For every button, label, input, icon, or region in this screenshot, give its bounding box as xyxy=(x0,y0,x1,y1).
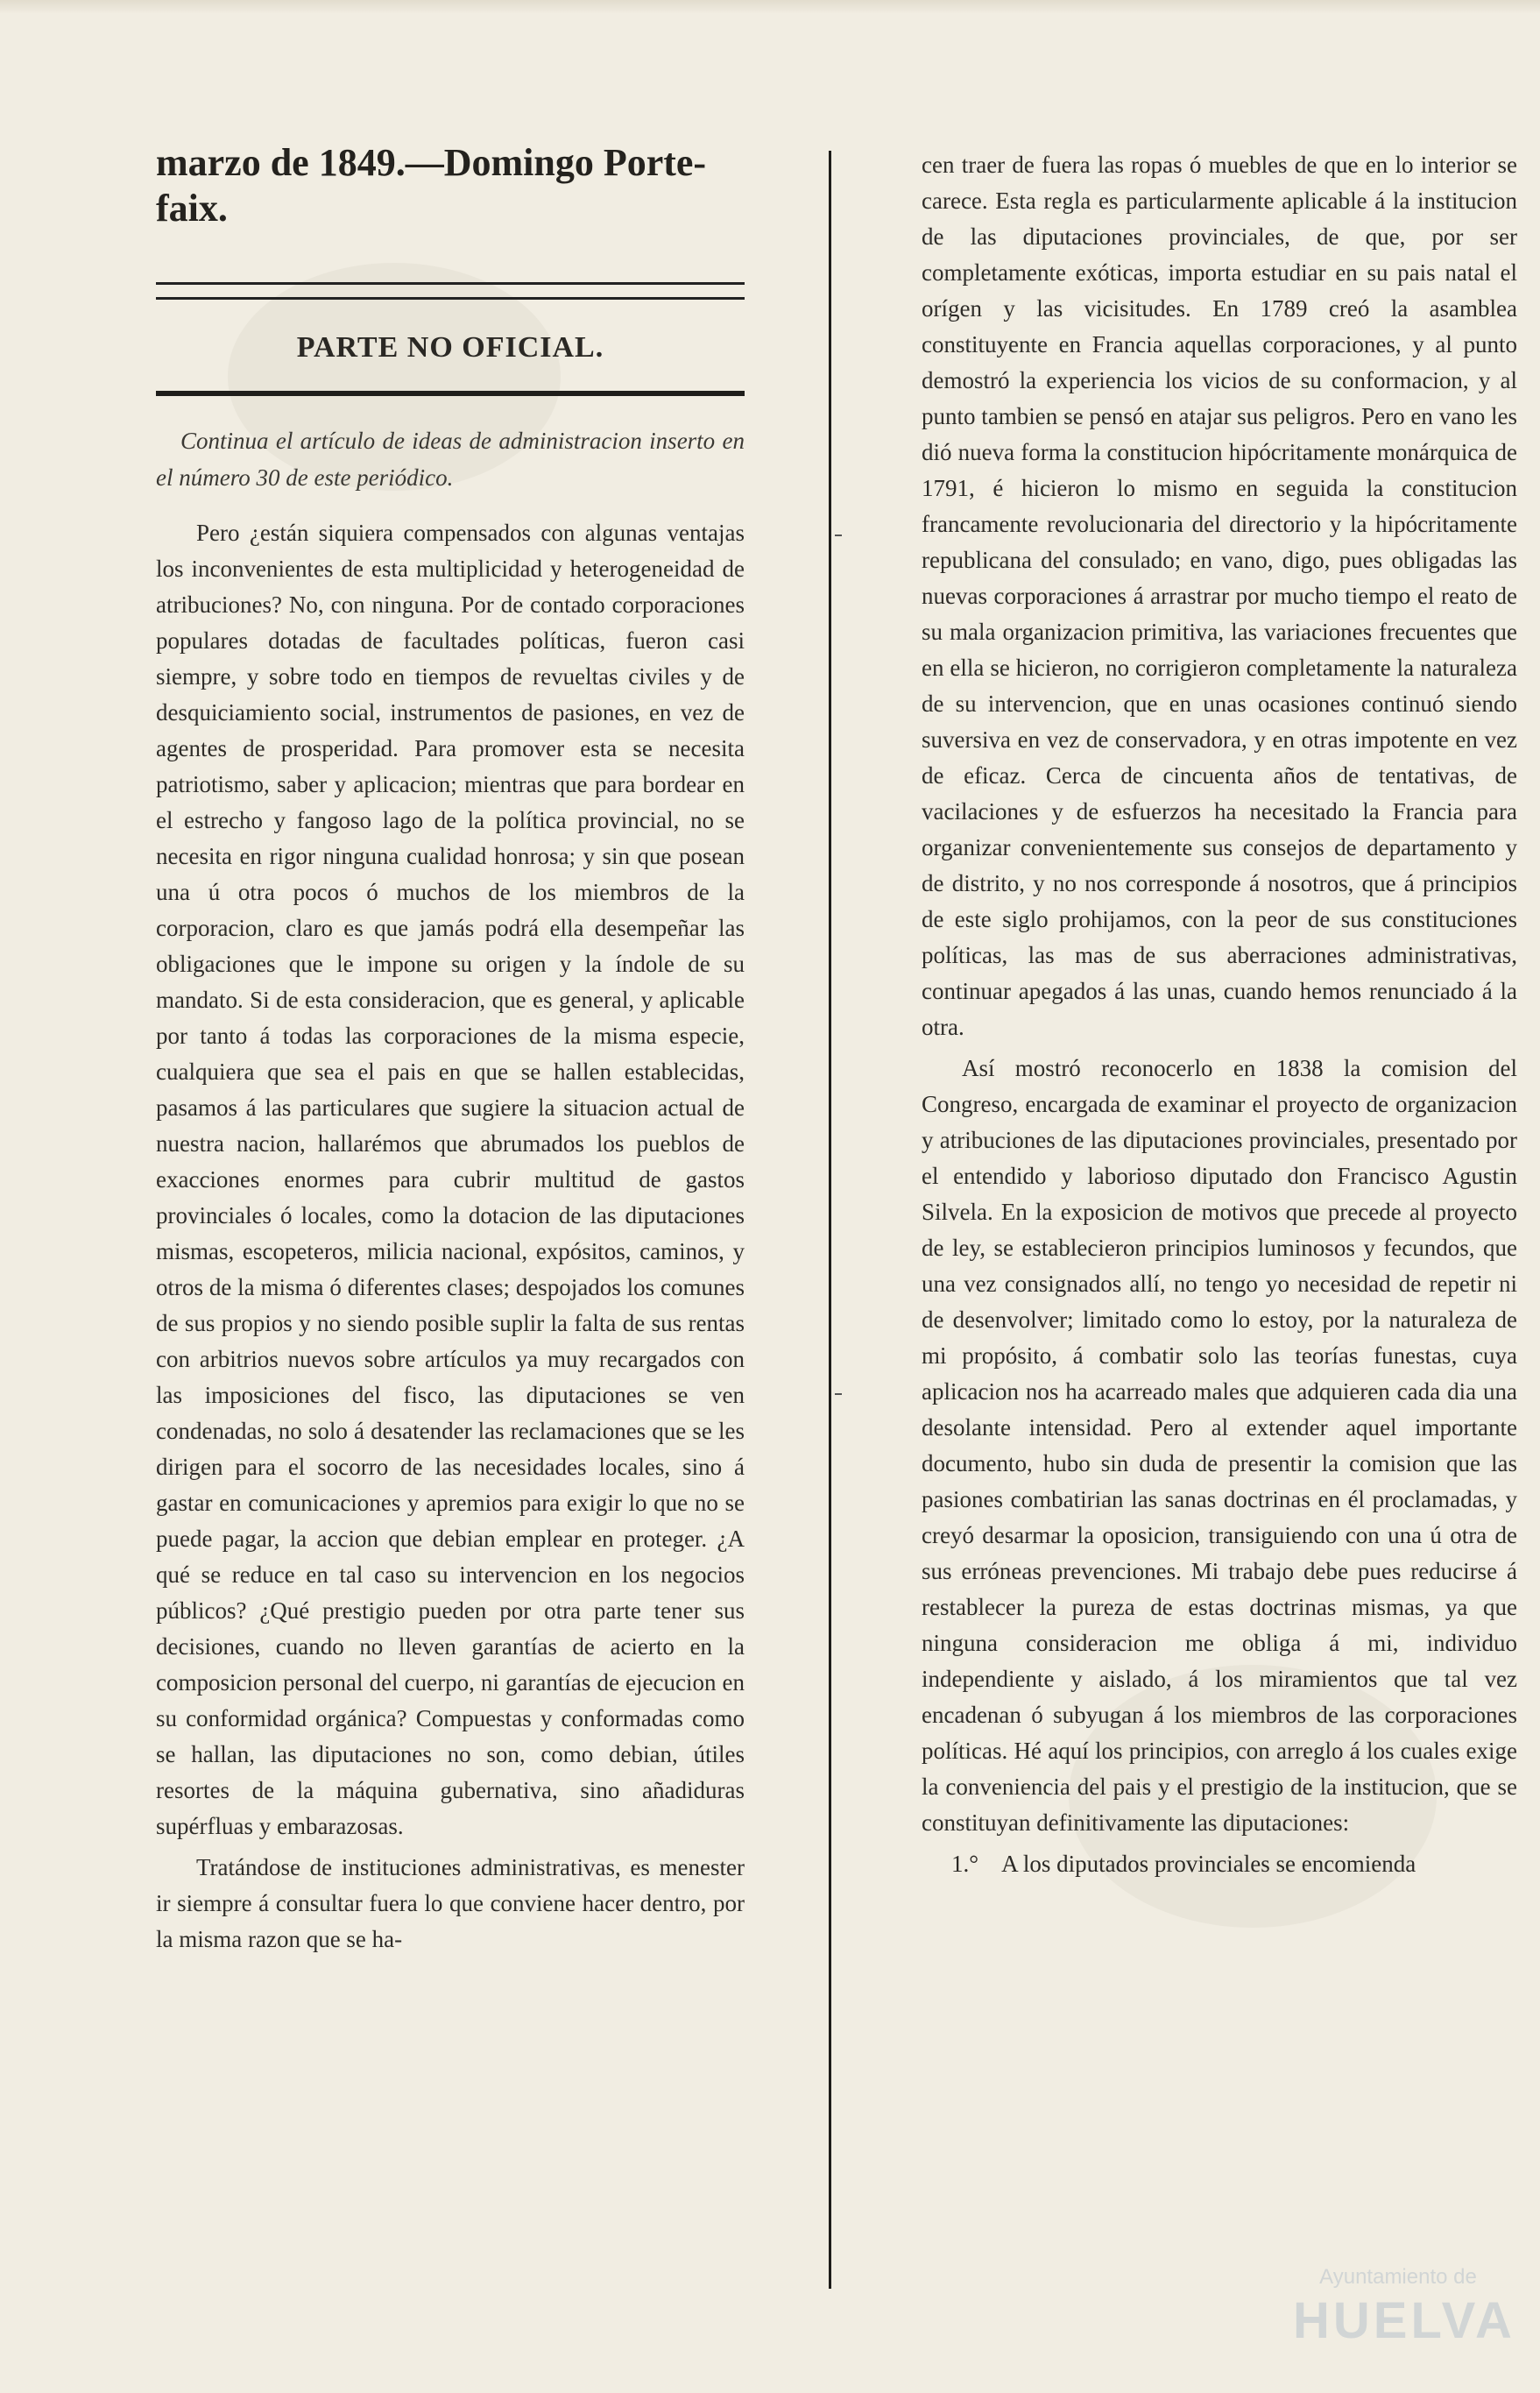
left-column xyxy=(156,140,745,1958)
list-item-number: 1.° xyxy=(951,1851,979,1877)
date-heading xyxy=(156,140,745,231)
divider-tick xyxy=(835,535,842,536)
left-column-text xyxy=(156,515,745,1958)
watermark-big-text: HUELVA xyxy=(1293,2292,1515,2349)
date-heading-line-2: faix. xyxy=(156,187,228,230)
thick-rule xyxy=(156,391,745,396)
watermark-logo xyxy=(1293,2265,1515,2370)
page-top-edge xyxy=(0,0,1540,14)
article-subheading: Continua el artículo de ideas de administracion inserto en el número 30 de este periódico. xyxy=(156,428,745,491)
list-item xyxy=(922,1846,1517,1882)
divider-tick xyxy=(835,1393,842,1395)
date-heading-line-1: marzo de 1849.—Domingo Porte- xyxy=(156,141,707,184)
paragraph: Tratándose de instituciones administrativas, es menester ir siempre á consultar fuera lo que conviene hacer dentro, por la misma razon que se ha- xyxy=(156,1854,745,1952)
double-rule xyxy=(156,282,745,300)
right-column xyxy=(922,147,1517,1882)
paragraph: Pero ¿están siquiera compensados con algunas ventajas los inconvenientes de esta multiplicidad y heterogeneidad de atribuciones? No, con ninguna. Por de contado corporaciones populares dotadas de facultades políticas, fueron casi siempre, y sobre todo en tiempos de revueltas civiles y de desquiciamiento social, instrumentos de pasiones, en vez de agentes de prosperidad. Para promover esta se necesita patriotismo, saber y aplicacion; mientras que para bordear en el estrecho y fangoso lago de la política provincial, no se necesita en rigor ninguna cualidad honrosa; y sin que posean una ú otra pocos ó muchos de los miembros de la corporacion, claro es que jamás podrá ella desempeñar las obligaciones que le impone su origen y la índole de su mandato. Si de esta consideracion, que es general, y aplicable por tanto á todas las corporaciones de la misma especie, cualquiera que sea el pais en que se hallen establecidas, pasamos á las particulares que sugiere la situacion actual de nuestra nacion, hallarémos que abrumados los pueblos de exacciones enormes para cubrir multitud de gastos provinciales ó locales, como la dotacion de las diputaciones mismas, escopeteros, milicia nacional, expósitos, caminos, y otros de la misma ó diferentes clases; despojados los comunes de sus propios y no siendo posible suplir la falta de sus rentas con arbitrios nuevos sobre artículos ya muy recargados con las imposiciones del fisco, las diputaciones se ven condenadas, no solo á desatender las reclamaciones que se les dirigen para el socorro de las necesidades locales, sino á gastar en comunicaciones y apremios para exigir lo que no se puede pagar, la accion que debian emplear en proteger. ¿A qué se reduce en tal caso su intervencion en los negocios públicos? ¿Qué prestigio pueden por otra parte tener sus decisiones, cuando no lleven garantías de acierto en la composicion personal del cuerpo, ni garantías de ejecucion en su conformidad orgánica? Compuestas y conformadas como se hallan, las diputaciones no son, como debian, útiles resortes de la máquina gubernativa, sino añadiduras supérfluas y embarazosas. xyxy=(156,520,745,1839)
right-column-text xyxy=(922,147,1517,1841)
column-divider xyxy=(829,151,831,2289)
paragraph: Así mostró reconocerlo en 1838 la comision del Congreso, encargada de examinar el proyecto de organizacion y atribuciones de las diputaciones provinciales, presentado por el entendido y laborioso diputado don Francisco Agustin Silvela. En la exposicion de motivos que precede al proyecto de ley, se establecieron principios luminosos y fecundos, que una vez consignados allí, no tengo yo necesidad de repetir ni de desenvolver; limitado como lo estoy, por la naturaleza de mi propósito, á combatir solo las teorías funestas, cuya aplicacion nos ha acarreado males que adquieren cada dia una desolante intensidad. Pero al extender aquel importante documento, hubo sin duda de presentir la comision que las pasiones combatirian las sanas doctrinas en él proclamadas, y creyó desarmar la oposicion, transiguiendo con una ú otra de sus erróneas prevenciones. Mi trabajo debe pues reducirse á restablecer la pureza de estas doctrinas mismas, ya que ninguna consideracion me obliga á mi, individuo independiente y aislado, á los miramientos que tal vez encadenan ó subyugan á los miembros de las corporaciones políticas. Hé aquí los principios, con arreglo á los cuales exige la conveniencia del pais y el prestigio de la institucion, que se constituyan definitivamente las diputaciones: xyxy=(922,1055,1517,1836)
list-item-text: A los diputados provinciales se encomienda xyxy=(1001,1851,1416,1877)
section-title: PARTE NO OFICIAL. xyxy=(296,331,604,364)
watermark-small-text: Ayuntamiento de xyxy=(1319,2265,1477,2289)
paragraph: cen traer de fuera las ropas ó muebles de que en lo interior se carece. Esta regla es particularmente aplicable á la institucion de las diputaciones provinciales, de que, por ser completamente exóticas, importa estudiar en su pais natal el orígen y las vicisitudes. En 1789 creó la asamblea constituyente en Francia aquellas corporaciones, y al punto demostró la experiencia los vicios de su conformacion, y al punto tambien se pensó en atajar sus peligros. Pero en vano les dió nueva forma la constitucion hipócritamente monárquica de 1791, é hicieron lo mismo en seguida la constitucion francamente revolucionaria del directorio y la hipócritamente republicana del consulado; en vano, digo, pues obligadas las nuevas corporaciones á arrastrar por mucho tiempo el reato de su mala organizacion primitiva, las variaciones frecuentes que en ella se hicieron, no corrigieron completamente la naturaleza de su intervencion, que en unas ocasiones continuó siendo suversiva en vez de conservadora, y en otras impotente en vez de eficaz. Cerca de cincuenta años de tentativas, de vacilaciones y de esfuerzos ha necesitado la Francia para organizar convenientemente sus consejos de departamento y de distrito, y no nos corresponde á nosotros, que á principios de este siglo prohijamos, con la peor de sus constituciones políticas, las mas de sus aberraciones administrativas, continuar apegados á las unas, cuando hemos renunciado á la otra. xyxy=(922,152,1517,1040)
